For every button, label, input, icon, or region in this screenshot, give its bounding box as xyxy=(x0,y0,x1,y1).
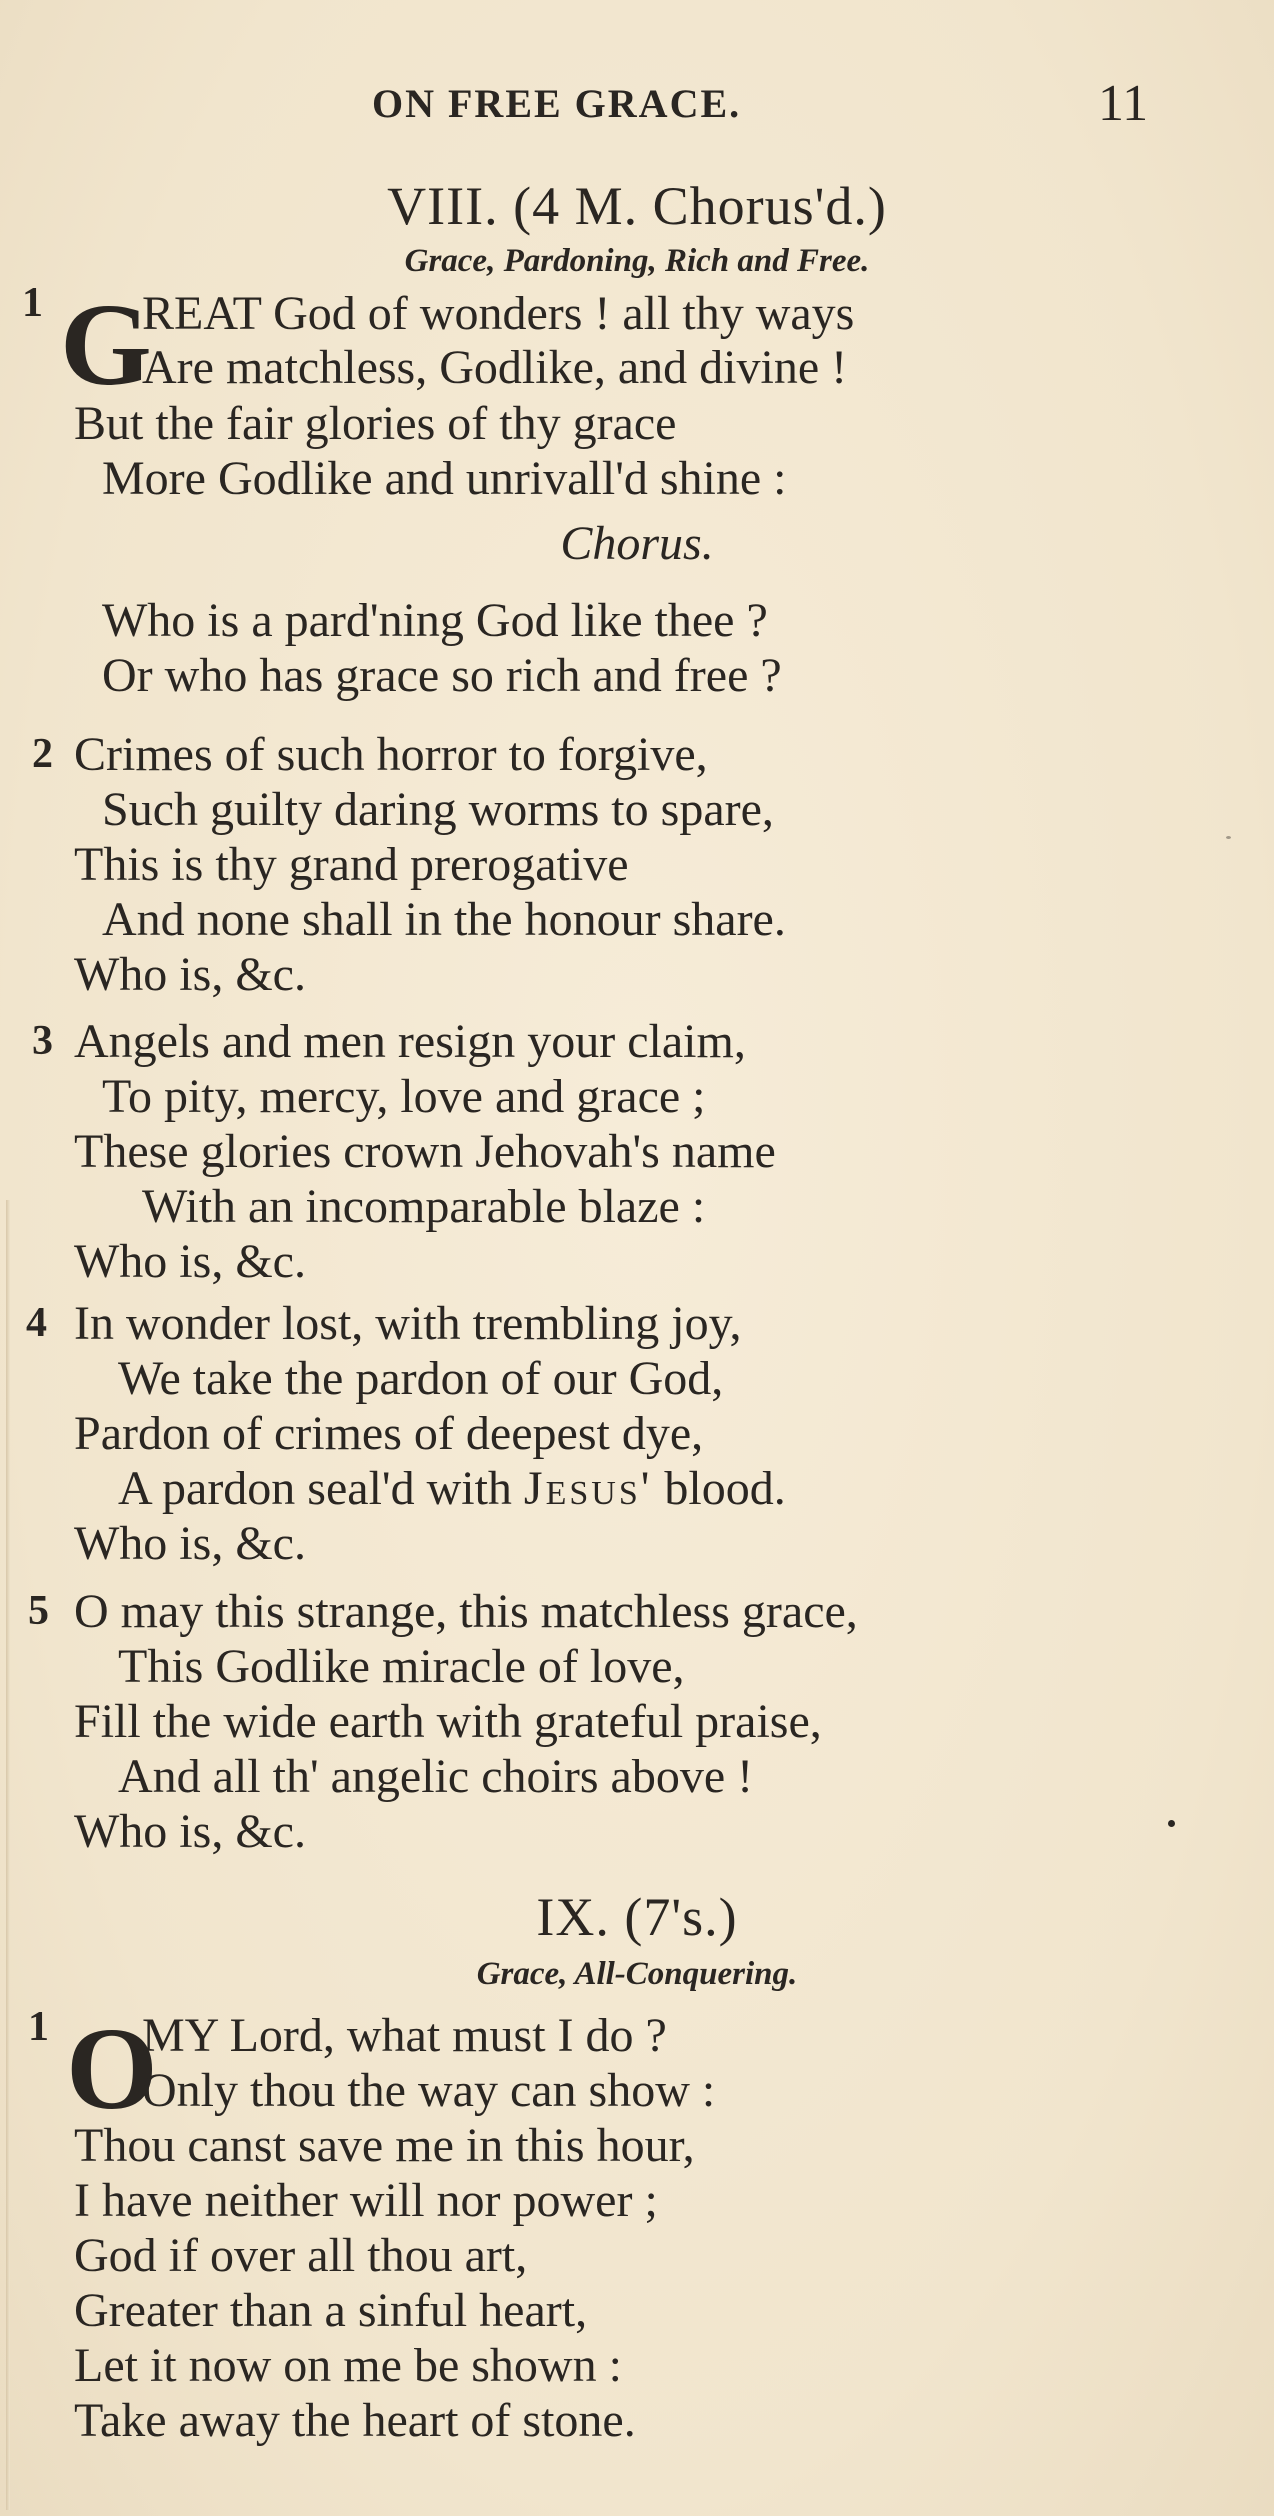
hymn-title: IX. (7's.) xyxy=(536,1887,738,1947)
verse-line: To pity, mercy, love and grace ; xyxy=(102,1070,706,1123)
verse-line: REAT God of wonders ! all thy ways xyxy=(142,287,855,340)
verse-line: Fill the wide earth with grateful praise, xyxy=(74,1695,822,1748)
verse-text: A pardon seal'd with xyxy=(118,1462,512,1515)
verse-line: And none shall in the honour share. xyxy=(102,893,786,946)
ink-speck xyxy=(1168,1820,1175,1827)
verse-line: Thou canst save me in this hour, xyxy=(74,2119,695,2172)
verse-line: MY Lord, what must I do ? xyxy=(142,2009,667,2062)
refrain-line: Who is, &c. xyxy=(74,948,306,1001)
verse-line: And all th' angelic choirs above ! xyxy=(118,1750,754,1803)
ink-speck xyxy=(1226,836,1231,839)
verse-line: O may this strange, this matchless grace, xyxy=(74,1585,858,1638)
divine-name: Jesus' xyxy=(523,1462,653,1515)
stanza-number: 3 xyxy=(32,1018,53,1064)
verse-text: blood. xyxy=(664,1462,786,1515)
page-gutter-shadow xyxy=(6,1200,10,2510)
verse-line: More Godlike and unrivall'd shine : xyxy=(102,452,787,505)
verse-line: With an incomparable blaze : xyxy=(142,1180,706,1233)
verse-line: We take the pardon of our God, xyxy=(118,1352,724,1405)
stanza-number: 5 xyxy=(28,1588,49,1634)
verse-line: Take away the heart of stone. xyxy=(74,2394,636,2447)
running-head xyxy=(0,75,1274,140)
verse-line: Only thou the way can show : xyxy=(142,2064,716,2117)
verse-line: These glories crown Jehovah's name xyxy=(74,1125,776,1178)
refrain-line: Who is, &c. xyxy=(74,1805,306,1858)
refrain-line: Who is, &c. xyxy=(74,1235,306,1288)
drop-cap: O xyxy=(66,2003,158,2134)
verse-line xyxy=(118,1462,786,1515)
chorus-label: Chorus. xyxy=(560,517,714,570)
verse-line: Greater than a sinful heart, xyxy=(74,2284,588,2337)
hymn-title: VIII. (4 M. Chorus'd.) xyxy=(387,176,887,236)
verse-line: God if over all thou art, xyxy=(74,2229,528,2282)
verse-line: Pardon of crimes of deepest dye, xyxy=(74,1407,704,1460)
verse-line: This Godlike miracle of love, xyxy=(118,1640,685,1693)
page-number: 11 xyxy=(1098,75,1149,132)
verse-line: Angels and men resign your claim, xyxy=(74,1015,746,1068)
verse-line: I have neither will nor power ; xyxy=(74,2174,658,2227)
verse-line: This is thy grand prerogative xyxy=(74,838,629,891)
running-title: ON FREE GRACE. xyxy=(372,81,742,126)
verse-line: Are matchless, Godlike, and divine ! xyxy=(142,341,848,394)
chorus-line: Who is a pard'ning God like thee ? xyxy=(102,594,768,647)
verse-line: Crimes of such horror to forgive, xyxy=(74,728,708,781)
hymn-subtitle: Grace, All-Conquering. xyxy=(476,1956,798,1992)
drop-cap: G xyxy=(60,279,152,410)
verse-line: In wonder lost, with trembling joy, xyxy=(74,1297,742,1350)
verse-line: Such guilty daring worms to spare, xyxy=(102,783,774,836)
verse-line: But the fair glories of thy grace xyxy=(74,397,677,450)
refrain-line: Who is, &c. xyxy=(74,1517,306,1570)
stanza-number: 1 xyxy=(22,280,43,326)
stanza-number: 4 xyxy=(26,1300,47,1346)
stanza-number: 2 xyxy=(32,731,53,777)
verse-line: Let it now on me be shown : xyxy=(74,2339,622,2392)
stanza-number: 1 xyxy=(28,2004,49,2050)
chorus-line: Or who has grace so rich and free ? xyxy=(102,649,782,702)
hymn-subtitle: Grace, Pardoning, Rich and Free. xyxy=(404,243,870,279)
